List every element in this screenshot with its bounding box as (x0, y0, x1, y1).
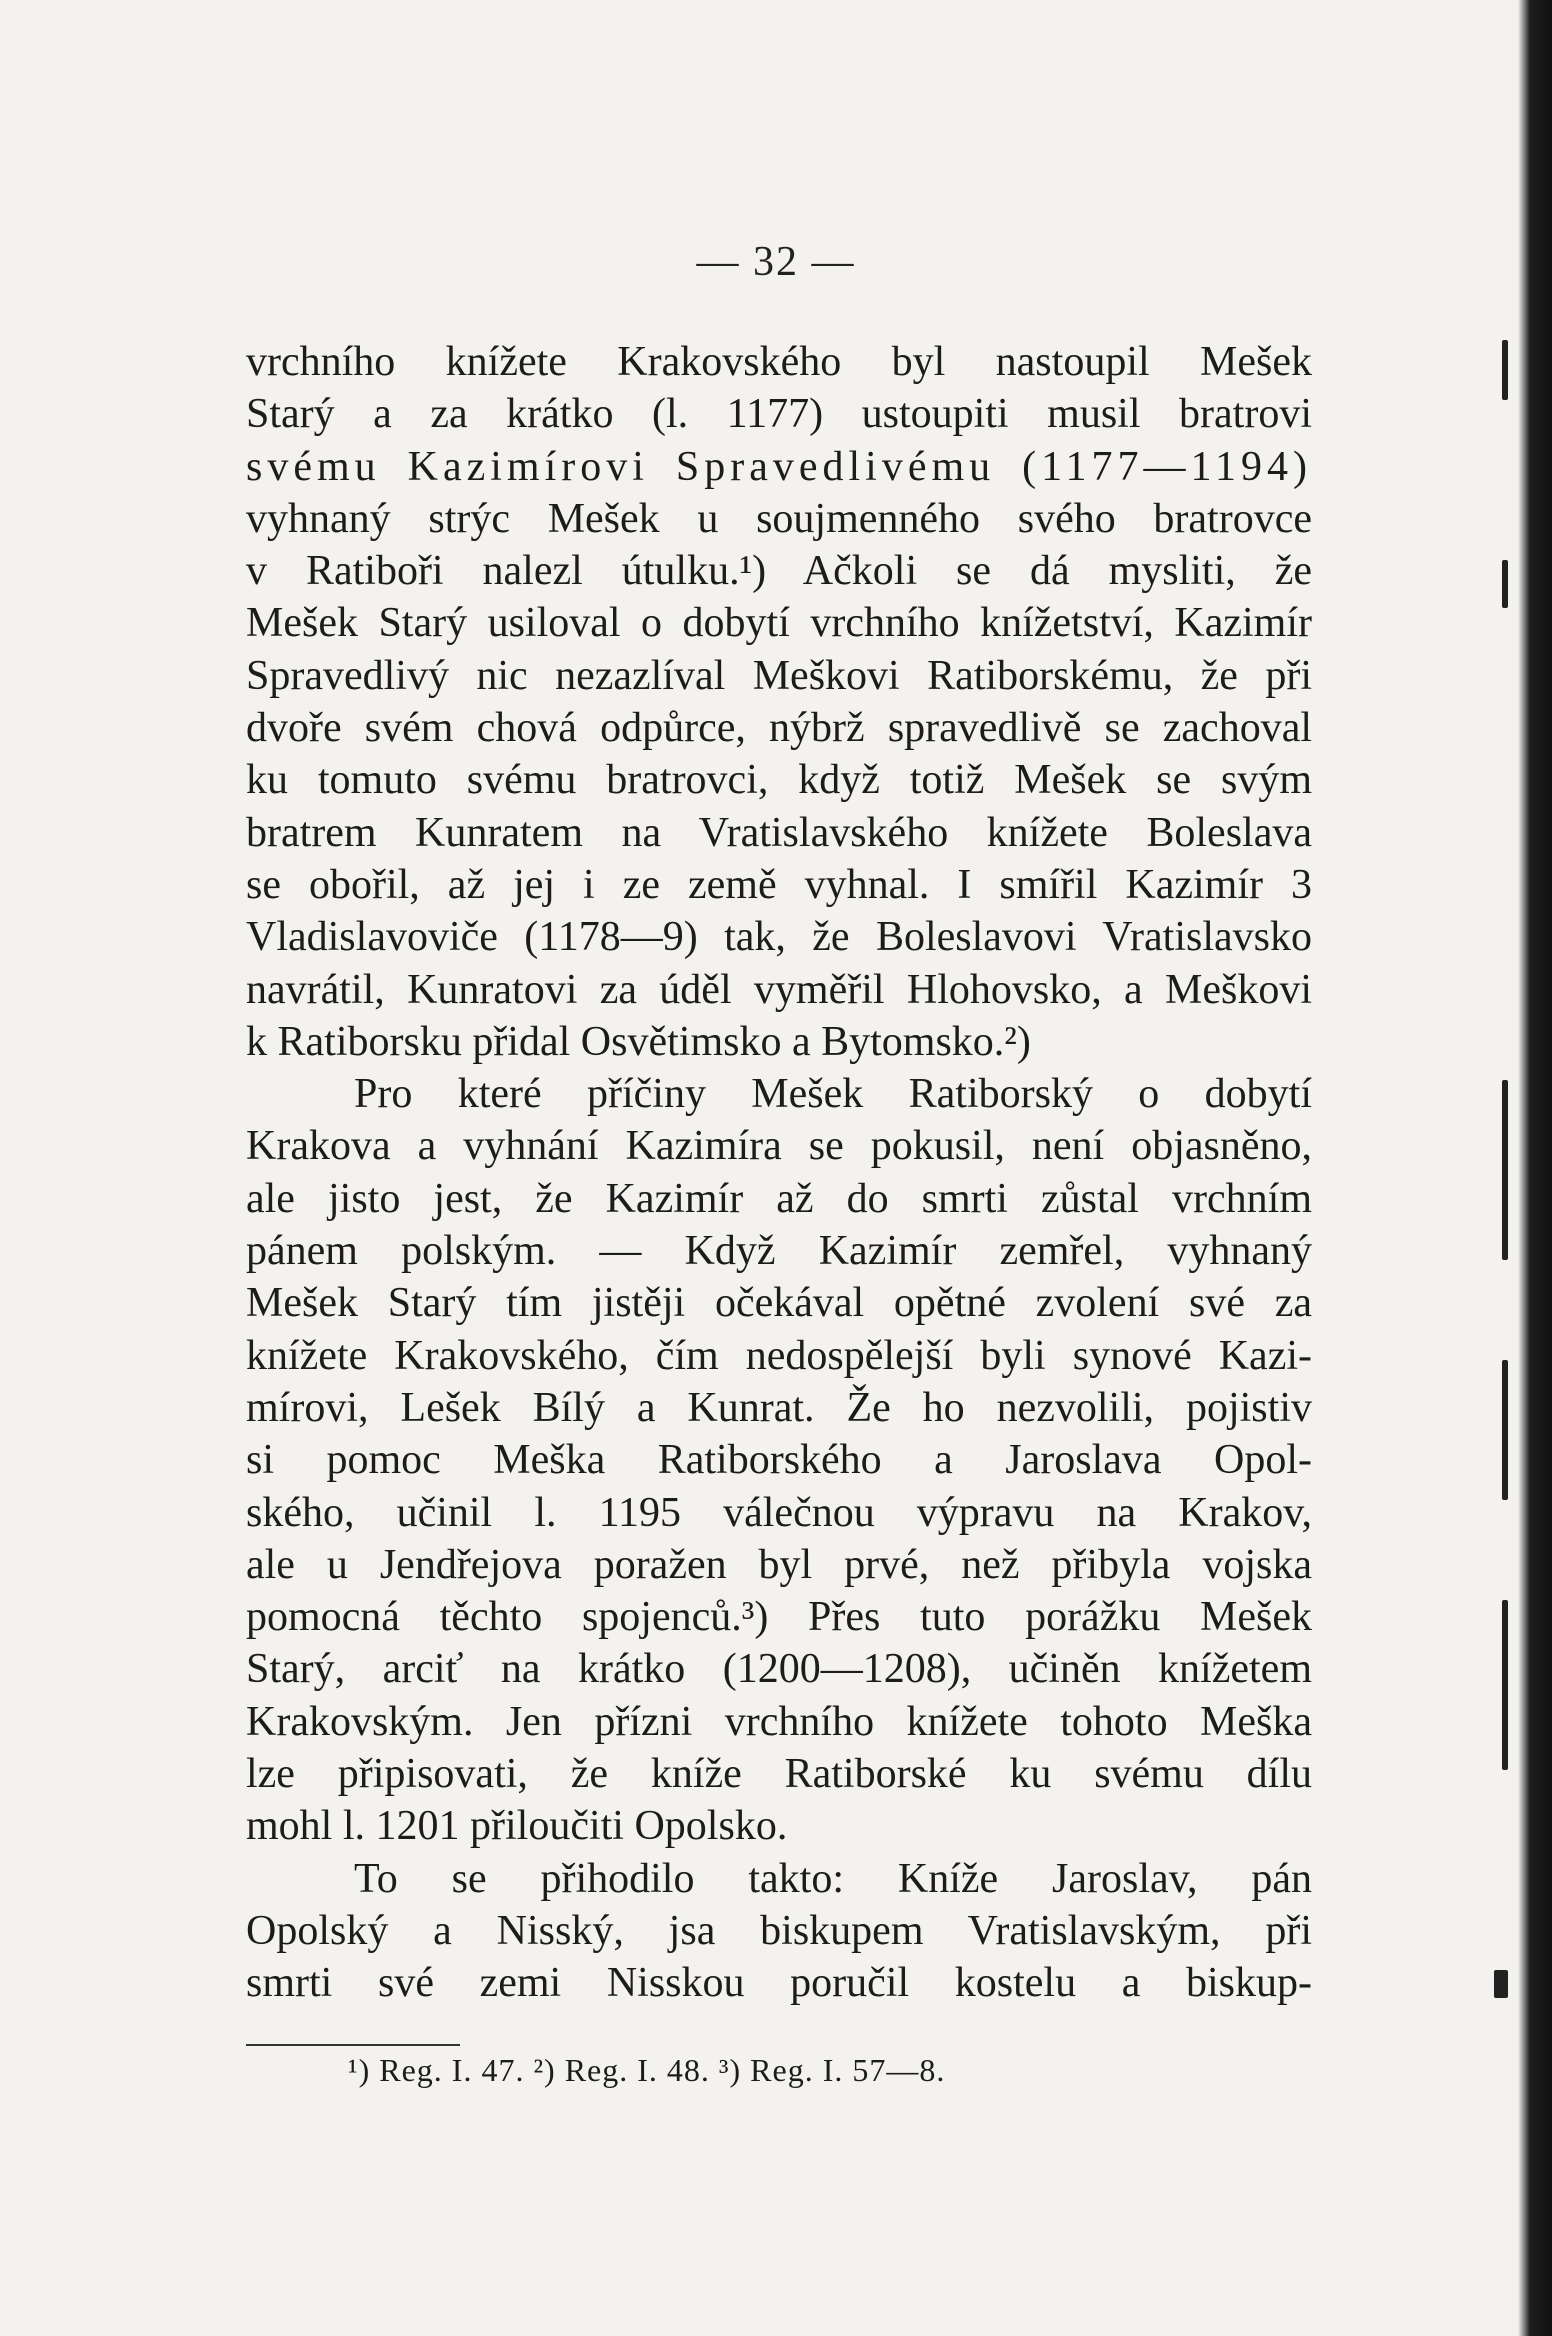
text-line: smrti své zemi Nisskou poručil kostelu a biskup- (246, 1960, 1312, 2007)
text-line: Vladislavoviče (1178—9) tak, že Boleslavovi Vratislavsko (246, 914, 1312, 961)
text-line: mohl l. 1201 přiloučiti Opolsko. (246, 1803, 788, 1850)
text-line: Spravedlivý nic nezazlíval Meškovi Ratiborskému, že při (246, 652, 1312, 699)
page-number: — 32 — (696, 239, 856, 285)
footnotes: ¹) Reg. I. 47. ²) Reg. I. 48. ³) Reg. I. 57—8. (348, 2052, 946, 2088)
text-line: k Ratiborsku přidal Osvětimsko a Bytomsko.²) (246, 1018, 1031, 1065)
text-line: To se přihodilo takto: Kníže Jaroslav, pán (354, 1855, 1312, 1902)
text-line: svému Kazimírovi Spravedlivému (1177—1194) (246, 443, 1312, 490)
text-line: Krakovským. Jen přízni vrchního knížete tohoto Meška (246, 1698, 1312, 1745)
text-line: vrchního knížete Krakovského byl nastoupil Mešek (246, 339, 1312, 385)
scan-artifact (1502, 1360, 1508, 1500)
text-line: lze připisovati, že kníže Ratiborské ku svému dílu (246, 1751, 1312, 1798)
text-line: ku tomuto svému bratrovci, když totiž Mešek se svým (246, 757, 1312, 804)
text-line: Starý a za krátko (l. 1177) ustoupiti musil bratrovi (246, 391, 1312, 438)
scan-artifact (1502, 560, 1508, 608)
text-line: Mešek Starý tím jistěji očekával opětné zvolení své za (246, 1280, 1312, 1327)
text-line: Krakova a vyhnání Kazimíra se pokusil, není objasněno, (246, 1123, 1312, 1170)
text-line: ale u Jendřejova poražen byl prvé, než přibyla vojska (246, 1541, 1312, 1588)
page-edge-shadow (1518, 0, 1552, 2336)
text-line: Starý, arciť na krátko (1200—1208), učiněn knížetem (246, 1646, 1312, 1693)
text-line: knížete Krakovského, čím nedospělejší byli synové Kazi- (246, 1332, 1312, 1379)
text-line: pánem polským. — Když Kazimír zemřel, vyhnaný (246, 1228, 1312, 1275)
text-line: vyhnaný strýc Mešek u soujmenného svého bratrovce (246, 495, 1312, 542)
text-line: mírovi, Lešek Bílý a Kunrat. Že ho nezvolili, pojistiv (246, 1384, 1312, 1431)
text-line: Pro které příčiny Mešek Ratiborský o dobytí (354, 1071, 1312, 1118)
text-line: v Ratiboři nalezl útulku.¹) Ačkoli se dá mysliti, že (246, 548, 1312, 595)
text-line: ského, učinil l. 1195 válečnou výpravu na Krakov, (246, 1489, 1312, 1536)
text-line: navrátil, Kunratovi za úděl vyměřil Hlohovsko, a Meškovi (246, 966, 1312, 1013)
scan-artifact (1502, 340, 1508, 400)
footnote-rule (246, 2044, 460, 2046)
text-line: Mešek Starý usiloval o dobytí vrchního knížetství, Kazimír (246, 600, 1312, 647)
text-line: pomocná těchto spojenců.³) Přes tuto porážku Mešek (246, 1594, 1312, 1641)
body-text (246, 336, 1312, 2010)
text-line: Opolský a Nisský, jsa biskupem Vratislavským, při (246, 1907, 1312, 1954)
text-line: dvoře svém chová odpůrce, nýbrž spravedlivě se zachoval (246, 705, 1312, 752)
text-line: se obořil, až jej i ze země vyhnal. I smířil Kazimír 3 (246, 861, 1312, 908)
text-line: ale jisto jest, že Kazimír až do smrti zůstal vrchním (246, 1175, 1312, 1222)
text-line: si pomoc Meška Ratiborského a Jaroslava Opol- (246, 1437, 1312, 1484)
text-line: bratrem Kunratem na Vratislavského knížete Boleslava (246, 809, 1312, 856)
scan-artifact (1502, 1600, 1508, 1770)
scan-artifact (1502, 1080, 1508, 1260)
scan-artifact (1494, 1970, 1508, 1998)
